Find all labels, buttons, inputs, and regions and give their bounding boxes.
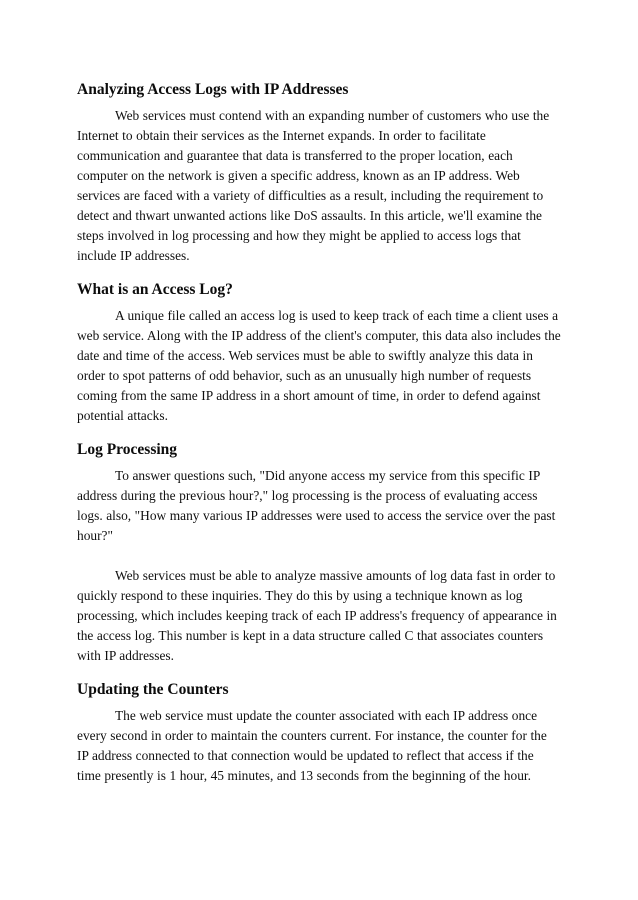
section-log-processing xyxy=(77,440,561,666)
section-updating-the-counters xyxy=(77,680,561,786)
section-analyzing-access-logs xyxy=(77,80,561,266)
paragraph: A unique file called an access log is used to keep track of each time a client uses a web service. Along with the IP address of the client's computer, this data also includes the date and time of the access. Web services must be able to swiftly analyze this data in order to spot patterns of odd behavior, such as an unusually high number of requests coming from the same IP address in a short amount of time, in order to defend against potential attacks. xyxy=(77,308,561,423)
section-heading: What is an Access Log? xyxy=(77,281,233,298)
paragraph: Web services must contend with an expanding number of customers who use the Internet to obtain their services as the Internet expands. In order to facilitate communication and guarantee that data is transferred to the proper location, each computer on the network is given a specific address, known as an IP address. Web services are faced with a variety of difficulties as a result, including the requirement to detect and thwart unwanted actions like DoS assaults. In this article, we'll examine the steps involved in log processing and how they might be applied to access logs that include IP addresses. xyxy=(77,108,550,263)
section-what-is-an-access-log xyxy=(77,280,561,426)
paragraph: Web services must be able to analyze massive amounts of log data fast in order to quickly respond to these inquiries. They do this by using a technique known as log processing, which includes keeping track of each IP address's frequency of appearance in the access log. This number is kept in a data structure called C that associates counters with IP addresses. xyxy=(77,568,557,663)
paragraph: To answer questions such, "Did anyone access my service from this specific IP address during the previous hour?," log processing is the process of evaluating access logs. also, "How many various IP addresses were used to access the service over the past hour?" xyxy=(77,468,556,543)
section-heading: Log Processing xyxy=(77,441,178,458)
section-heading: Updating the Counters xyxy=(77,681,229,698)
section-heading: Analyzing Access Logs with IP Addresses xyxy=(77,81,349,98)
paragraph: The web service must update the counter associated with each IP address once every second in order to maintain the counters current. For instance, the counter for the IP address connected to that connection would be updated to reflect that access if the time presently is 1 hour, 45 minutes, and 13 seconds from the beginning of the hour. xyxy=(77,708,547,783)
